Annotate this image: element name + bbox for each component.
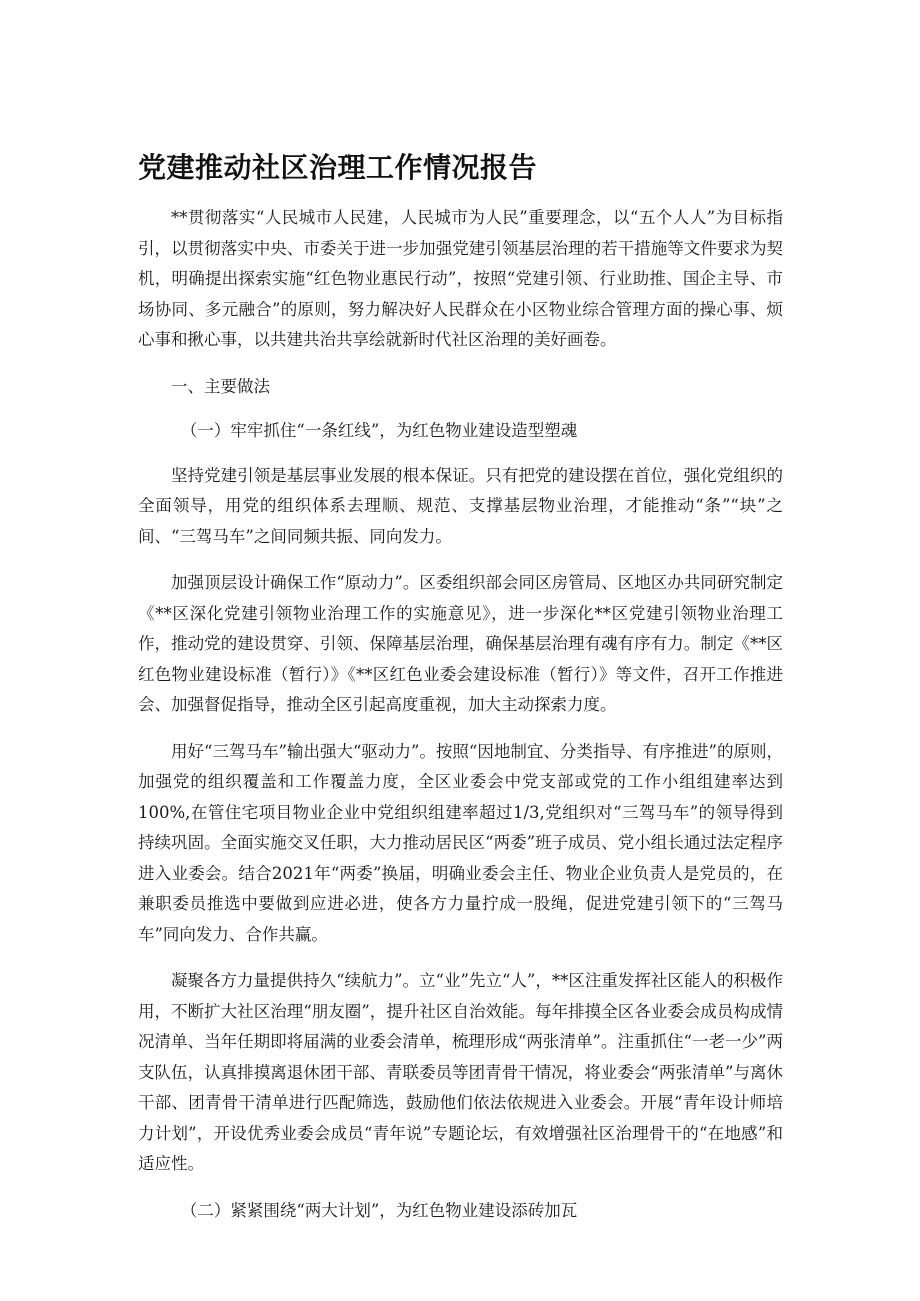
body-paragraph: 用好“三驾马车”输出强大“驱动力”。按照“因地制宜、分类指导、有序推进”的原则，加强党的组织覆盖和工作覆盖力度，全区业委会中党支部或党的工作小组组建率达到100%,在管住宅项目物业企业中党组织组建率超过1/3,党组织对“三驾马车”的领导得到持续巩固。全面实施交叉任职，大力推动居民区“两委”班子成员、党小组长通过法定程序进入业委会。结合2021年“两委”换届，明确业委会主任、物业企业负责人是党员的，在兼职委员推选中要做到应进必进，使各方力量拧成一股绳，促进党建引领下的“三驾马车”同向发力、合作共赢。: [138, 741, 783, 944]
subsection-heading-two-plans: （二）紧紧围绕“两大计划”，为红色物业建设添砖加瓦: [180, 1200, 578, 1220]
body-paragraph: 凝聚各方力量提供持久“续航力”。立“业”先立“人”，**区注重发挥社区能人的积极作用，不断扩大社区治理“朋友圈”，提升社区自治效能。每年排摸全区各业委会成员构成情况清单、当年任期即将届满的业委会清单，梳理形成“两张清单”。注重抓住“一老一少”两支队伍，认真排摸离退休团干部、青联委员等团青骨干情况，将业委会“两张清单”与离休干部、团青骨干清单进行匹配筛选，鼓励他们依法依规进入业委会。开展“青年设计师培力计划”，开设优秀业委会成员“青年说”专题论坛，有效增强社区治理骨干的“在地感”和适应性。: [138, 971, 783, 1173]
page-title: 党建推动社区治理工作情况报告: [138, 151, 538, 184]
intro-paragraph: **贯彻落实“人民城市人民建，人民城市为人民”重要理念，以“五个人人”为目标指引，以贯彻落实中央、市委关于进一步加强党建引领基层治理的若干措施等文件要求为契机，明确提出探索实施“红色物业惠民行动”，按照“党建引领、行业助推、国企主导、市场协同、多元融合”的原则，努力解决好人民群众在小区物业综合管理方面的操心事、烦心事和揪心事，以共建共治共享绘就新时代社区治理的美好画卷。: [138, 208, 783, 349]
section-heading-main-practices: 一、主要做法: [171, 376, 270, 396]
body-paragraph: 坚持党建引领是基层事业发展的根本保证。只有把党的建设摆在首位，强化党组织的全面领导，用党的组织体系去理顺、规范、支撑基层物业治理，才能推动“条”“块”之间、“三驾马车”之间同频共振、同向发力。: [138, 465, 783, 546]
body-paragraph: 加强顶层设计确保工作“原动力”。区委组织部会同区房管局、区地区办共同研究制定《**区深化党建引领物业治理工作的实施意见》，进一步深化**区党建引领物业治理工作，推动党的建设贯穿、引领、保障基层治理，确保基层治理有魂有序有力。制定《**区红色物业建设标准（暂行）》《**区红色业委会建设标准（暂行）》等文件，召开工作推进会、加强督促指导，推动全区引起高度重视，加大主动探索力度。: [138, 573, 783, 714]
document-body: [138, 203, 783, 1240]
subsection-heading-one-red-line: （一）牢牢抓住“一条红线”，为红色物业建设造型塑魂: [180, 421, 578, 440]
